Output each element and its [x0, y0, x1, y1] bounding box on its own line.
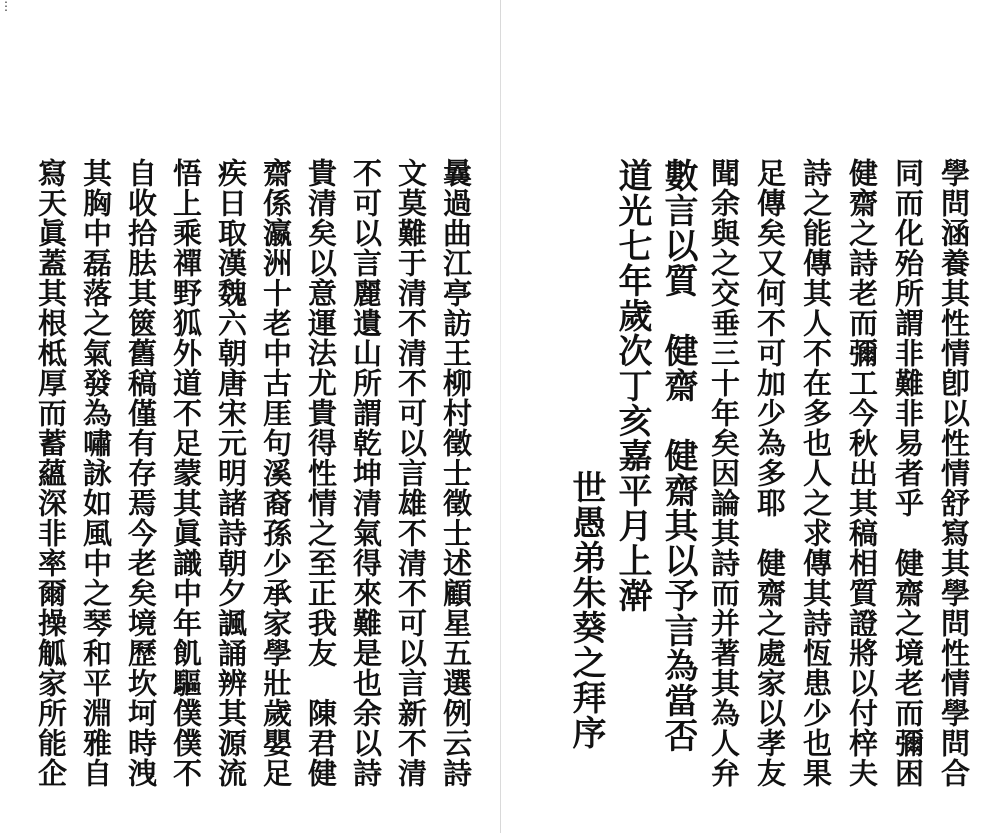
text-column: 齋係瀛洲十老中古厓句溪裔孫少承家學壯歲嬰足	[259, 158, 293, 788]
text-column: 曩過曲江亭訪王柳村徵士徵士述顧星五選例云詩	[439, 158, 473, 788]
text-column: 文莫難于清不清不可以言雄不清不可以言新不清	[394, 158, 428, 788]
book-gutter	[500, 0, 501, 833]
text-column: 不可以言麗遺山所謂乾坤清氣得來難是也余以詩	[349, 158, 383, 788]
text-column: 寫天眞蓋其根柢厚而蓄蘊深非率爾操觚家所能企	[34, 158, 68, 788]
date-column: 道光七年歲次丁亥嘉平月上澣	[612, 158, 652, 613]
text-column: 同而化殆所謂非難非易者乎 健齋之境老而彌困	[891, 158, 925, 788]
text-column: 學問涵養其性情卽以性情舒寫其學問性情學問合	[937, 158, 971, 788]
text-column: 聞余與之交垂三十年矣因論其詩而并著其為人弁	[707, 158, 741, 788]
text-column: 疾日取漢魏六朝唐宋元明諸詩朝夕諷誦辨其源流	[214, 158, 248, 788]
text-column: 其胸中磊落之氣發為嘯詠如風中之琴和平淵雅自	[79, 158, 113, 788]
text-column: 足傳矣又何不可加少為多耶 健齋之處家以孝友	[753, 158, 787, 788]
signature-column: 世愚弟朱葵之拜序	[566, 470, 606, 750]
text-column: 數言以質 健齋 健齋其以予言為當否	[658, 158, 698, 753]
text-column: 健齋之詩老而彌工今秋出其稿相質證將以付梓夫	[845, 158, 879, 788]
text-column: 自收拾胠其篋舊稿僅有存焉今老矣境歷坎坷時洩	[124, 158, 158, 788]
text-column: 悟上乘禪野狐外道不足蒙其眞識中年飢驅僕僕不	[169, 158, 203, 788]
page-edge-mark: ⋮	[0, 0, 12, 13]
text-column: 貴清矣以意運法尤貴得性情之至正我友 陳君健	[304, 158, 338, 788]
text-column: 詩之能傳其人不在多也人之求傳其詩恆患少也果	[799, 158, 833, 788]
